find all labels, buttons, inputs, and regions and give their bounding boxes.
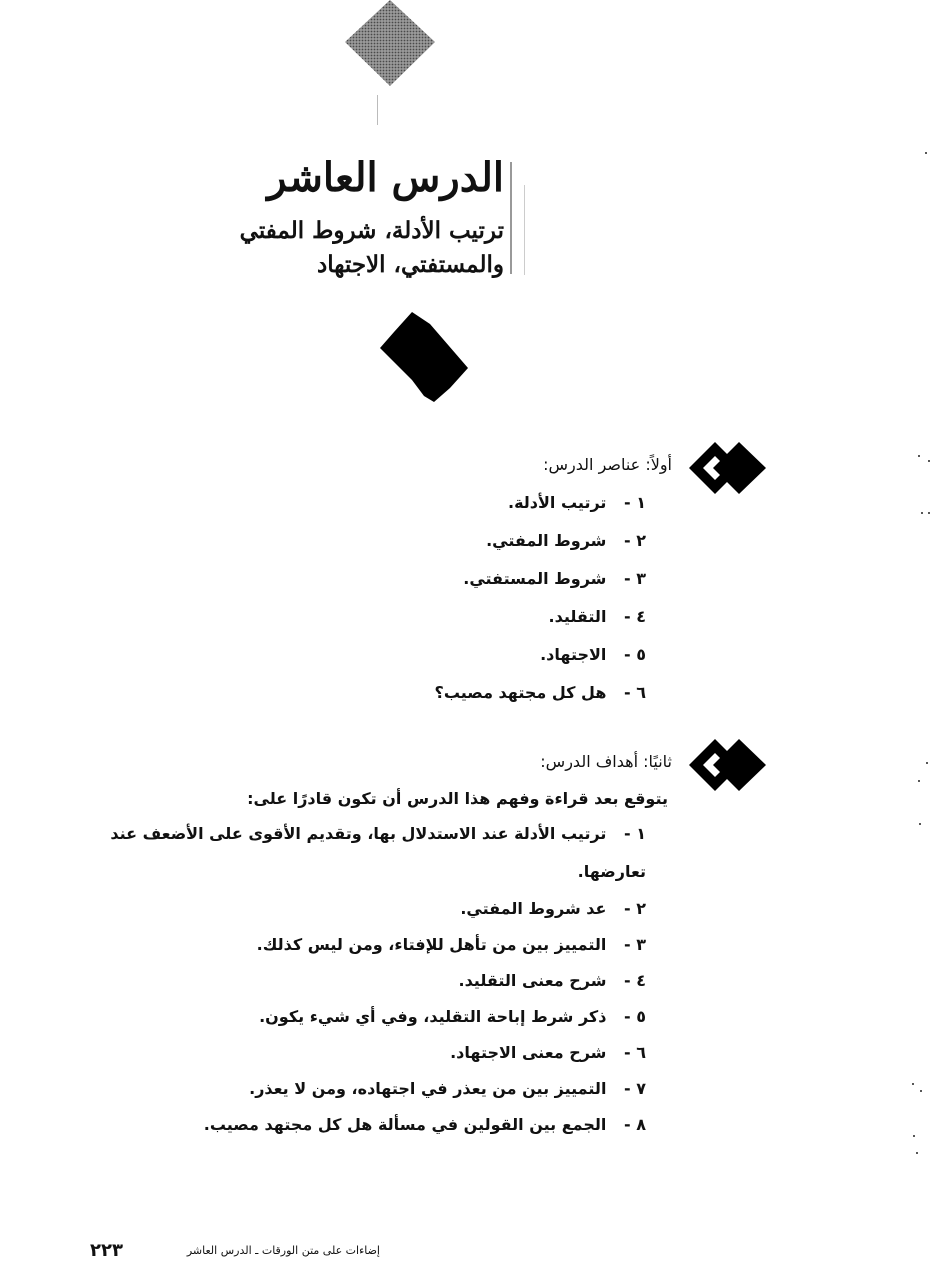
item-text: هل كل مجتهد مصيب؟ xyxy=(434,683,607,702)
decorative-line xyxy=(377,95,378,125)
list-item xyxy=(246,598,646,636)
item-text: الاجتهاد. xyxy=(540,645,607,664)
item-text: التمييز بين من تأهل للإفتاء، ومن ليس كذلك. xyxy=(256,935,607,954)
list-item xyxy=(246,560,646,598)
item-text: الجمع بين القولين في مسألة هل كل مجتهد مصيب. xyxy=(203,1115,607,1134)
item-number: ٥ - xyxy=(624,1007,646,1026)
item-text: شروط المفتي. xyxy=(486,531,607,550)
scan-speck xyxy=(928,512,930,514)
item-number: ٢ - xyxy=(624,531,646,550)
item-number: ١ - xyxy=(624,824,646,843)
item-number: ٦ - xyxy=(624,1043,646,1062)
scan-speck xyxy=(926,762,928,764)
decorative-diamond-top xyxy=(340,0,440,90)
page-footer xyxy=(90,1236,380,1266)
lesson-subtitle-line: ترتيب الأدلة، شروط المفتي xyxy=(239,217,504,244)
scan-speck xyxy=(916,1152,918,1154)
section-heading: أولاً: عناصر الدرس: xyxy=(543,455,672,474)
lesson-subtitle-line: والمستفتي، الاجتهاد xyxy=(317,251,504,278)
item-number: ٢ - xyxy=(624,899,646,918)
item-text: عد شروط المفتي. xyxy=(460,899,607,918)
list-item xyxy=(86,999,646,1035)
list-item xyxy=(86,1107,646,1143)
section-marker-icon xyxy=(686,440,768,496)
item-number: ١ - xyxy=(624,493,646,512)
scan-speck xyxy=(918,780,920,782)
scan-speck xyxy=(918,455,920,457)
title-rule xyxy=(510,162,512,274)
list-item xyxy=(86,1035,646,1071)
list-item xyxy=(246,522,646,560)
item-number: ٣ - xyxy=(624,935,646,954)
scan-speck xyxy=(921,512,923,514)
objectives-intro: يتوقع بعد قراءة وفهم هذا الدرس أن تكون قادرًا على: xyxy=(247,789,668,808)
decorative-diamond-black xyxy=(372,310,472,405)
list-item xyxy=(86,927,646,963)
section-marker-icon xyxy=(686,737,768,793)
scan-speck xyxy=(913,1135,915,1137)
list-item xyxy=(86,1071,646,1107)
item-text: التقليد. xyxy=(548,607,607,626)
item-text: شروط المستفتي. xyxy=(463,569,607,588)
lesson-elements-list xyxy=(246,484,646,712)
item-number: ٥ - xyxy=(624,645,646,664)
list-item xyxy=(86,963,646,999)
list-item xyxy=(246,674,646,712)
item-number: ٣ - xyxy=(624,569,646,588)
list-item xyxy=(246,636,646,674)
lesson-subtitle xyxy=(174,214,504,282)
running-title: إضاءات على متن الورقات ـ الدرس العاشر xyxy=(186,1244,380,1257)
list-item xyxy=(86,891,646,927)
scan-speck xyxy=(925,152,927,154)
item-number: ٤ - xyxy=(624,971,646,990)
item-text: التمييز بين من يعذر في اجتهاده، ومن لا يعذر. xyxy=(249,1079,607,1098)
item-number: ٤ - xyxy=(624,607,646,626)
item-text: ذكر شرط إباحة التقليد، وفي أي شيء يكون. xyxy=(259,1007,607,1026)
section-heading: ثانيًا: أهداف الدرس: xyxy=(540,752,672,771)
item-number: ٧ - xyxy=(624,1079,646,1098)
scan-speck xyxy=(912,1083,914,1085)
list-item xyxy=(86,815,646,891)
page-number: ٢٢٣ xyxy=(90,1240,123,1261)
lesson-title-block xyxy=(174,150,504,282)
scan-speck xyxy=(928,460,930,462)
item-text: ترتيب الأدلة. xyxy=(508,493,607,512)
scan-speck xyxy=(919,823,921,825)
lesson-objectives-list xyxy=(86,815,646,1143)
item-number: ٨ - xyxy=(624,1115,646,1134)
title-rule xyxy=(524,185,525,275)
item-text: ترتيب الأدلة عند الاستدلال بها، وتقديم الأقوى على الأضعف عند تعارضها. xyxy=(110,824,646,881)
item-text: شرح معنى التقليد. xyxy=(458,971,607,990)
item-number: ٦ - xyxy=(624,683,646,702)
list-item xyxy=(246,484,646,522)
lesson-title: الدرس العاشر xyxy=(267,154,504,201)
item-text: شرح معنى الاجتهاد. xyxy=(450,1043,607,1062)
scan-speck xyxy=(920,1090,922,1092)
